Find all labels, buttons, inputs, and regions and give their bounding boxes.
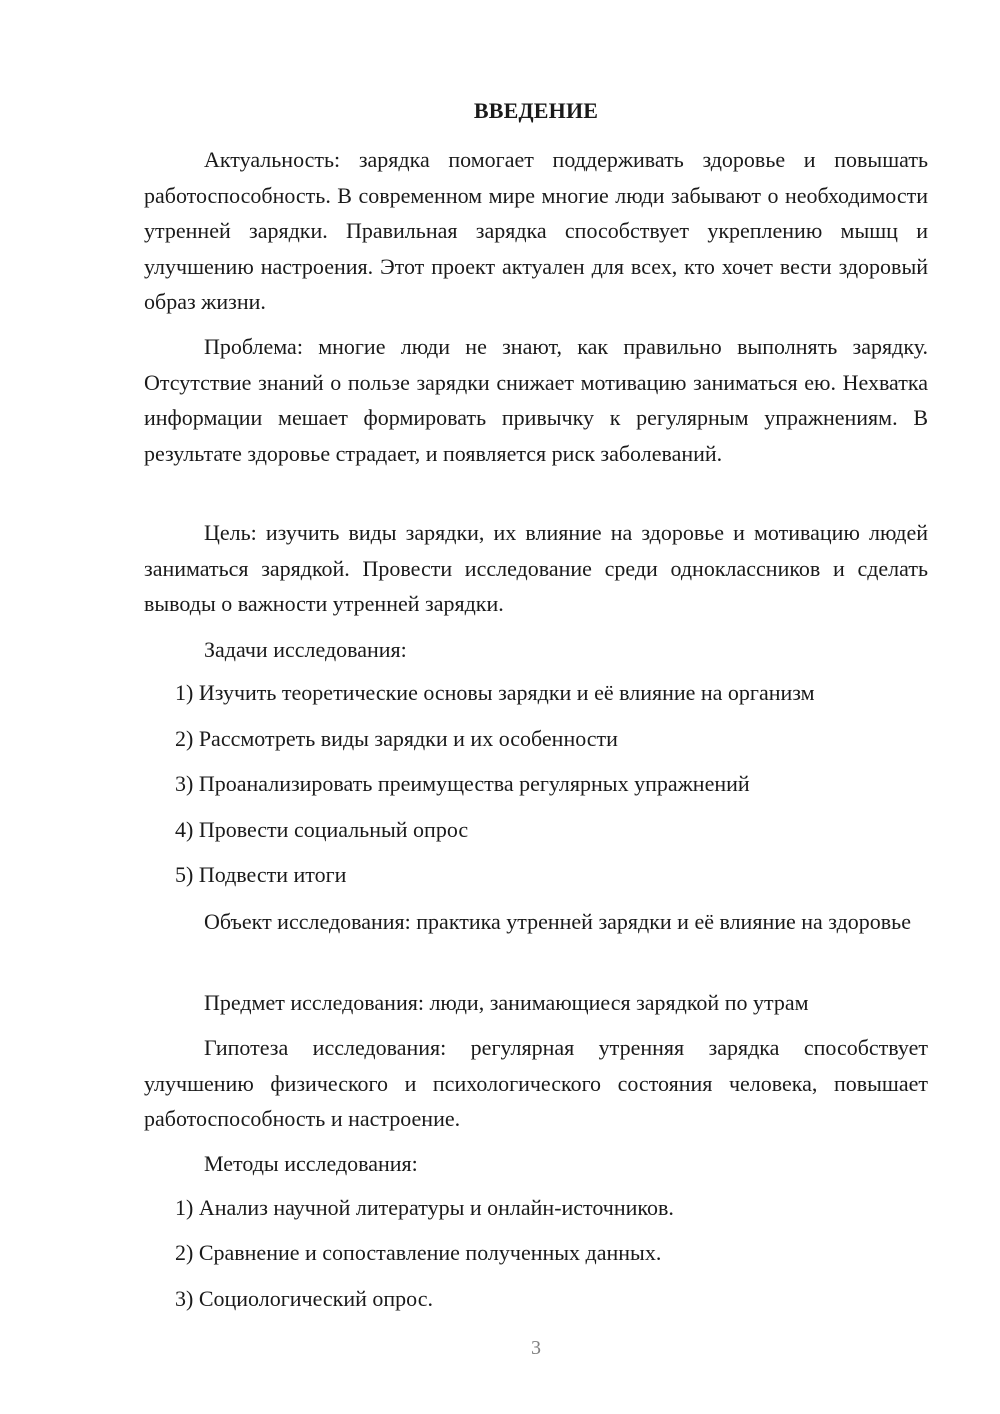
page-number: 3: [531, 1337, 541, 1359]
methods-heading: Методы исследования:: [204, 1151, 418, 1176]
method-item-2: 2) Сравнение и сопоставление полученных данных.: [175, 1240, 662, 1265]
task-item-5: 5) Подвести итоги: [175, 862, 347, 887]
object-paragraph: Объект исследования: практика утренней зарядки и её влияние на здоровье: [204, 909, 911, 934]
tasks-heading: Задачи исследования:: [204, 637, 407, 662]
page-title: ВВЕДЕНИЕ: [473, 98, 599, 123]
task-item-3: 3) Проанализировать преимущества регулярных упражнений: [175, 771, 750, 796]
task-item-2: 2) Рассмотреть виды зарядки и их особенности: [175, 726, 618, 751]
subject-paragraph: Предмет исследования: люди, занимающиеся зарядкой по утрам: [204, 990, 809, 1015]
problem-paragraph: Проблема: многие люди не знают, как правильно выполнять зарядку. Отсутствие знаний о пользе зарядки снижает мотивацию заниматься ею. Нехватка информации мешает формировать привычку к регулярным упражнениям. В результате здоровье страдает, и появляется риск заболеваний.: [144, 334, 928, 466]
task-item-4: 4) Провести социальный опрос: [175, 817, 469, 842]
method-item-3: 3) Социологический опрос.: [175, 1286, 433, 1311]
goal-paragraph: Цель: изучить виды зарядки, их влияние на здоровье и мотивацию людей заниматься зарядкой. Провести исследование среди одноклассников и сделать выводы о важности утренней зарядки.: [144, 520, 928, 616]
hypothesis-paragraph: Гипотеза исследования: регулярная утренняя зарядка способствует улучшению физического и психологического состояния человека, повышает работоспособность и настроение.: [144, 1035, 928, 1131]
method-item-1: 1) Анализ научной литературы и онлайн-источников.: [175, 1195, 674, 1220]
relevance-paragraph: Актуальность: зарядка помогает поддерживать здоровье и повышать работоспособность. В современном мире многие люди забывают о необходимости утренней зарядки. Правильная зарядка способствует укреплению мышц и улучшению настроения. Этот проект актуален для всех, кто хочет вести здоровый образ жизни.: [144, 147, 928, 314]
task-item-1: 1) Изучить теоретические основы зарядки и её влияние на организм: [175, 680, 815, 705]
